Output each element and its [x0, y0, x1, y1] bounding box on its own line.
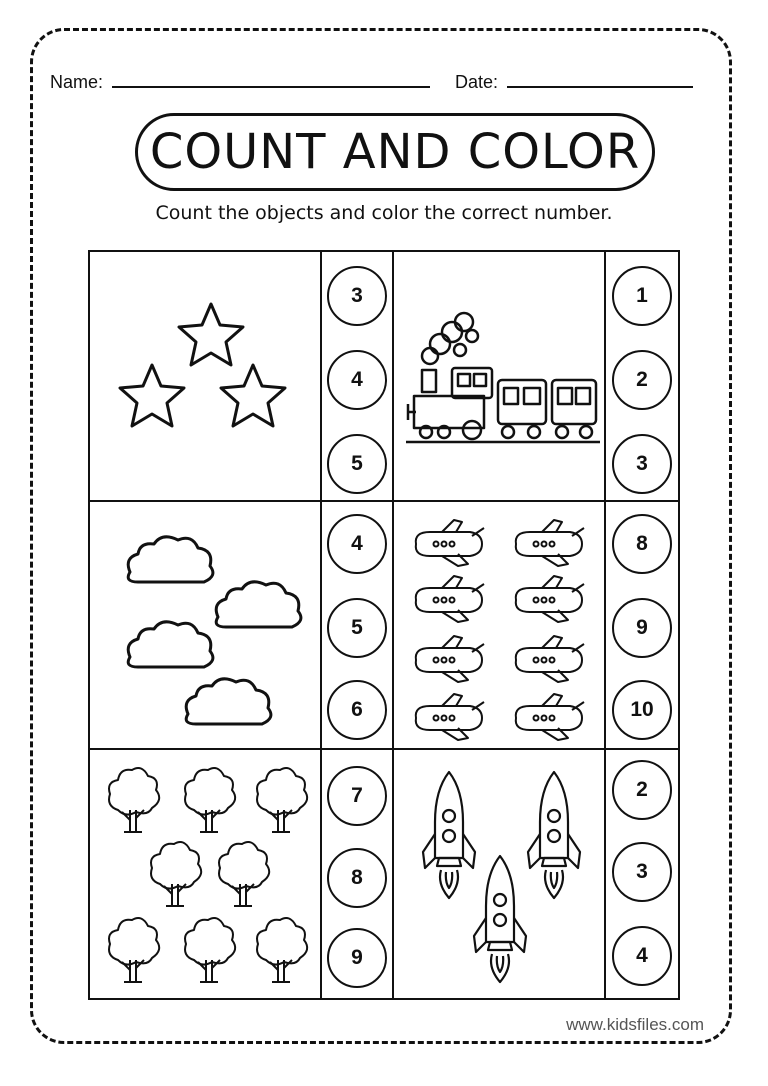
number-choice-circle[interactable]: 5 [327, 598, 387, 658]
picture-cell-stars [88, 250, 322, 502]
answer-column [320, 500, 394, 750]
number-choice-circle[interactable]: 4 [327, 350, 387, 410]
picture-cell-clouds [88, 500, 322, 750]
airplane-icon [394, 502, 608, 752]
number-choice-circle[interactable]: 6 [327, 680, 387, 740]
date-field[interactable] [455, 72, 693, 93]
picture-cell-train [392, 250, 606, 502]
tree-icon [90, 750, 324, 1002]
date-underline[interactable] [507, 72, 693, 88]
number-choice-circle[interactable]: 3 [327, 266, 387, 326]
picture-cell-airplanes [392, 500, 606, 750]
number-choice-circle[interactable]: 10 [612, 680, 672, 740]
number-choice-circle[interactable]: 3 [612, 434, 672, 494]
number-choice-circle[interactable]: 5 [327, 434, 387, 494]
number-choice-circle[interactable]: 1 [612, 266, 672, 326]
answer-column [604, 500, 680, 750]
number-choice-circle[interactable]: 9 [612, 598, 672, 658]
worksheet-grid [88, 250, 680, 1000]
number-choice-circle[interactable]: 2 [612, 350, 672, 410]
number-choice-circle[interactable]: 4 [327, 514, 387, 574]
number-choice-circle[interactable]: 8 [612, 514, 672, 574]
answer-column [320, 250, 394, 502]
rocket-icon [394, 750, 608, 1002]
website-footer: www.kidsfiles.com [566, 1015, 704, 1034]
name-field[interactable] [50, 72, 430, 93]
number-choice-circle[interactable]: 9 [327, 928, 387, 988]
name-label: Name: [50, 72, 104, 92]
name-underline[interactable] [112, 72, 430, 88]
train-icon [394, 252, 608, 504]
date-label: Date: [455, 72, 499, 92]
cloud-icon [90, 502, 324, 752]
picture-cell-trees [88, 748, 322, 1000]
answer-column [604, 250, 680, 502]
page-title-text: COUNT AND COLOR [149, 124, 641, 180]
star-icon [90, 252, 324, 504]
number-choice-circle[interactable]: 7 [327, 766, 387, 826]
number-choice-circle[interactable]: 2 [612, 760, 672, 820]
number-choice-circle[interactable]: 8 [327, 848, 387, 908]
number-choice-circle[interactable]: 4 [612, 926, 672, 986]
answer-column [320, 748, 394, 1000]
picture-cell-rockets [392, 748, 606, 1000]
answer-column [604, 748, 680, 1000]
page-title [135, 113, 655, 191]
instruction-text: Count the objects and color the correct number. [155, 202, 613, 224]
number-choice-circle[interactable]: 3 [612, 842, 672, 902]
